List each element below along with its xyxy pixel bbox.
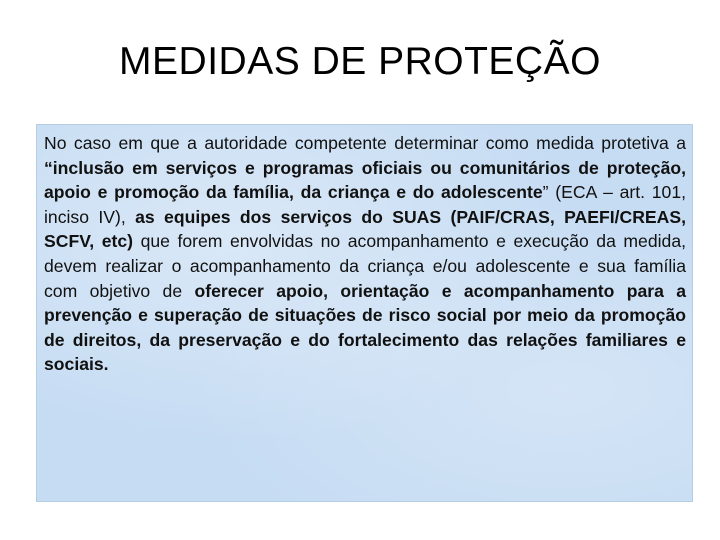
text-box: [36, 124, 693, 502]
text-segment-1: No caso em que a autoridade competente determinar como medida protetiva a: [44, 133, 686, 153]
text-segment-4-bold: as equipes dos serviços do SUAS (PAIF/CRAS, PAEFI/CREAS, SCFV, etc): [44, 206, 686, 252]
text-segment-2-bold: “inclusão em serviços e programas oficiais ou comunitários de proteção, apoio e promoção da família, da criança e do adolescente: [44, 157, 686, 203]
slide-title: MEDIDAS DE PROTEÇÃO: [119, 40, 601, 83]
text-segment-5: que forem envolvidas no acompanhamento e execução da medida, devem realizar o acompanhamento da criança e/ou adolescente e sua família com objetivo de: [44, 231, 686, 301]
body-paragraph: [44, 131, 686, 377]
text-segment-3: ” (ECA – art. 101, inciso IV),: [44, 182, 686, 227]
text-segment-6-bold: oferecer apoio, orientação e acompanhamento para a prevenção e superação de situações de risco social por meio da promoção de direitos, da preservação e do fortalecimento das relações familiares e sociais.: [44, 280, 686, 375]
